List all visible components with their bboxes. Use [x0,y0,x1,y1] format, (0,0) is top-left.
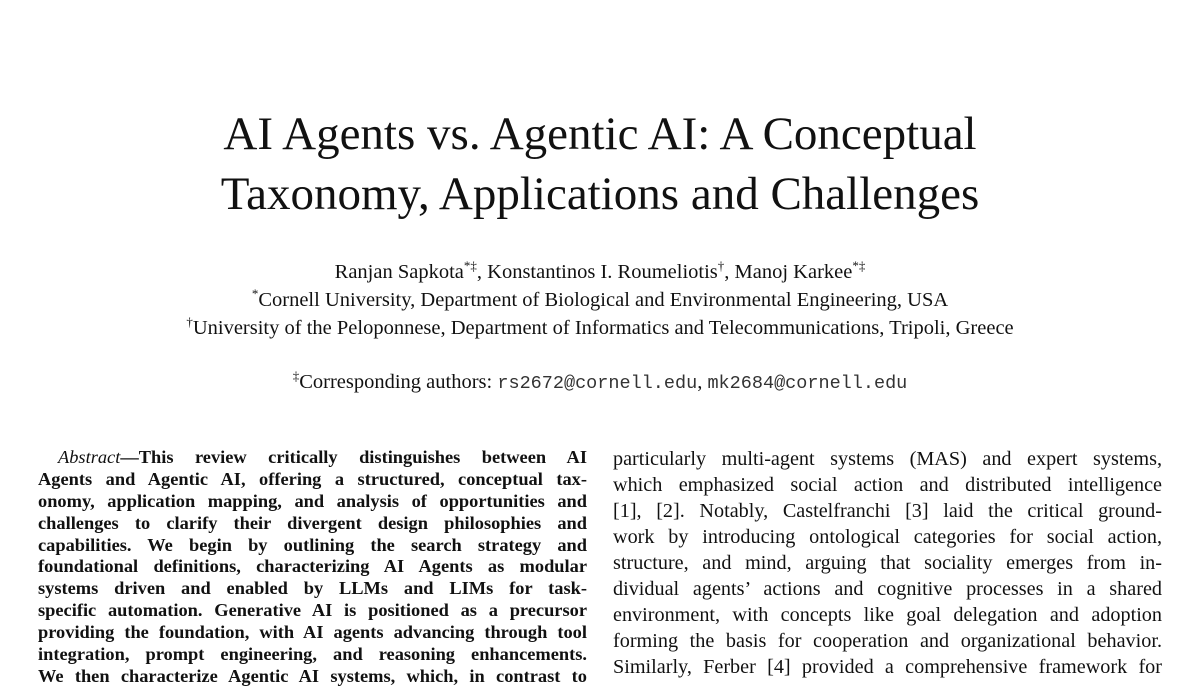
body-line: forming the basis for cooperation and organizational behavior. [613,630,1162,652]
title-line: AI Agents vs. Agentic AI: A Conceptual [223,108,977,160]
affiliation-mark: *‡ [852,258,866,274]
email-separator: , [697,371,708,393]
abstract-line: capabilities. We begin by outlining the search strategy and [38,534,587,555]
abstract-line: onomy, application mapping, and analysis of opportunities and [38,490,587,511]
body-line: work by introducing ontological categories for social action, [613,526,1162,548]
corresponding-authors [0,368,1200,398]
body-line: which emphasized social action and distributed intelligence [613,474,1162,496]
abstract-line [38,447,587,469]
author-separator: , [724,261,735,283]
author-block [0,258,1200,342]
abstract-line: specific automation. Generative AI is positioned as a precursor [38,600,587,621]
affiliation-mark: † [717,258,725,274]
author-list [0,258,1200,286]
affiliation-mark: † [186,314,193,330]
abstract-line: We then characterize Agentic AI systems, which, in contrast to [38,665,587,686]
title-line: Taxonomy, Applications and Challenges [220,168,980,220]
affiliation [0,314,1200,342]
abstract-line: integration, prompt engineering, and reasoning enhancements. [38,644,587,665]
affiliation [0,286,1200,314]
abstract [38,447,587,688]
affiliation-mark: *‡ [463,258,477,274]
body-line: structure, and mind, arguing that sociality emerges from in- [613,552,1162,574]
abstract-text: This review critically distinguishes between AI [138,447,587,467]
abstract-line: challenges to clarify their divergent design philosophies and [38,512,587,533]
body-line: Similarly, Ferber [4] provided a comprehensive framework for [613,656,1162,678]
abstract-line: systems driven and enabled by LLMs and LIMs for task- [38,578,587,599]
abstract-line: foundational definitions, characterizing AI Agents as modular [38,556,587,577]
corresponding-label: Corresponding authors: [299,371,498,393]
body-text-column [613,446,1162,680]
abstract-label: Abstract [58,447,121,467]
body-line: particularly multi-agent systems (MAS) and expert systems, [613,448,1162,470]
abstract-line: Agents and Agentic AI, offering a structured, conceptual tax- [38,468,587,489]
abstract-line: providing the foundation, with AI agents advancing through tool [38,622,587,643]
body-line: environment, with concepts like goal delegation and adoption [613,604,1162,626]
author-name: Ranjan Sapkota [334,261,464,283]
author-separator: , [476,261,488,283]
affiliation-text: Cornell University, Department of Biological and Environmental Engineering, USA [258,289,949,311]
body-line: [1], [2]. Notably, Castelfranchi [3] laid the critical ground- [613,500,1162,522]
author-name: Konstantinos I. Roumeliotis [487,261,718,283]
affiliation-mark: * [251,286,259,302]
email-link[interactable]: mk2684@cornell.edu [707,373,908,394]
abstract-dash: — [120,447,139,467]
paper-title [0,104,1200,224]
email-link[interactable]: rs2672@cornell.edu [497,373,698,394]
affiliation-text: University of the Peloponnese, Department of Informatics and Telecommunications, Tripoli, Greece [192,317,1014,339]
body-line: dividual agents’ actions and cognitive processes in a shared [613,578,1162,600]
author-name: Manoj Karkee [734,261,853,283]
affiliation-mark: ‡ [292,368,300,384]
